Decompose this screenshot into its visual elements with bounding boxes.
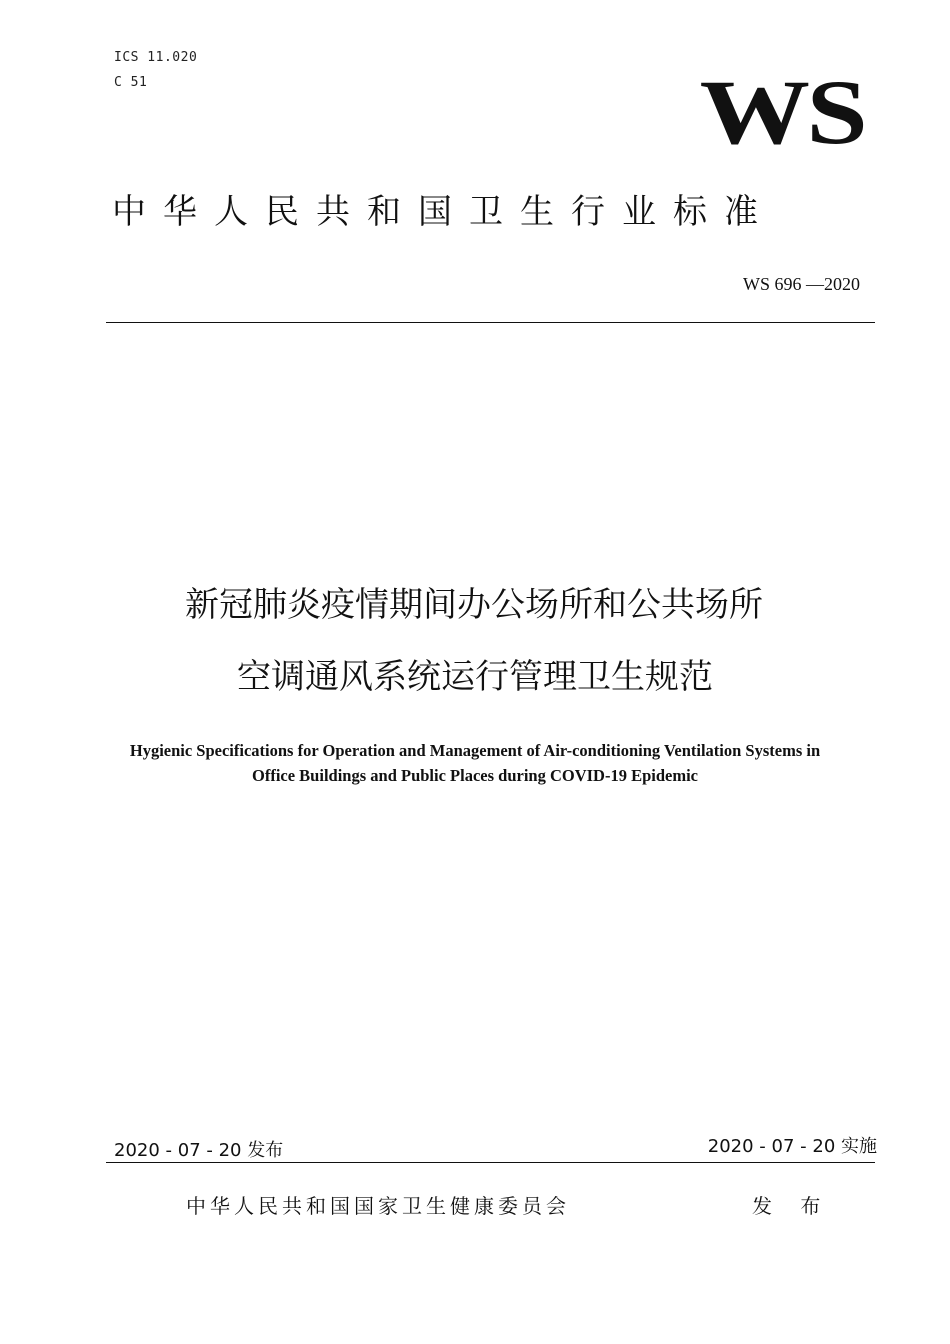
standard-number: WS 696 —2020 [743, 274, 860, 294]
top-divider [106, 322, 875, 323]
chinese-title-line-2: 空调通风系统运行管理卫生规范 [237, 657, 713, 697]
issuing-authority: 中华人民共和国国家卫生健康委员会 [186, 1194, 570, 1218]
ics-code: ICS 11.020 [114, 50, 198, 65]
publish-label: 发 布 [752, 1194, 832, 1218]
english-title-line-2: Office Buildings and Public Places during COVID-19 Epidemic [252, 766, 698, 785]
ws-logo: WS [699, 61, 864, 163]
standard-category-title: 中华人民共和国卫生行业标准 [112, 192, 775, 232]
chinese-title-line-1: 新冠肺炎疫情期间办公场所和公共场所 [185, 585, 763, 625]
implementation-date: 2020 - 07 - 20 实施 [707, 1136, 877, 1157]
ccs-code: C 51 [114, 75, 148, 90]
issue-date: 2020 - 07 - 20 发布 [114, 1140, 284, 1161]
english-title-line-1: Hygienic Specifications for Operation and Management of Air-conditioning Ventilation Systems in [129, 741, 821, 760]
bottom-divider [106, 1162, 875, 1163]
